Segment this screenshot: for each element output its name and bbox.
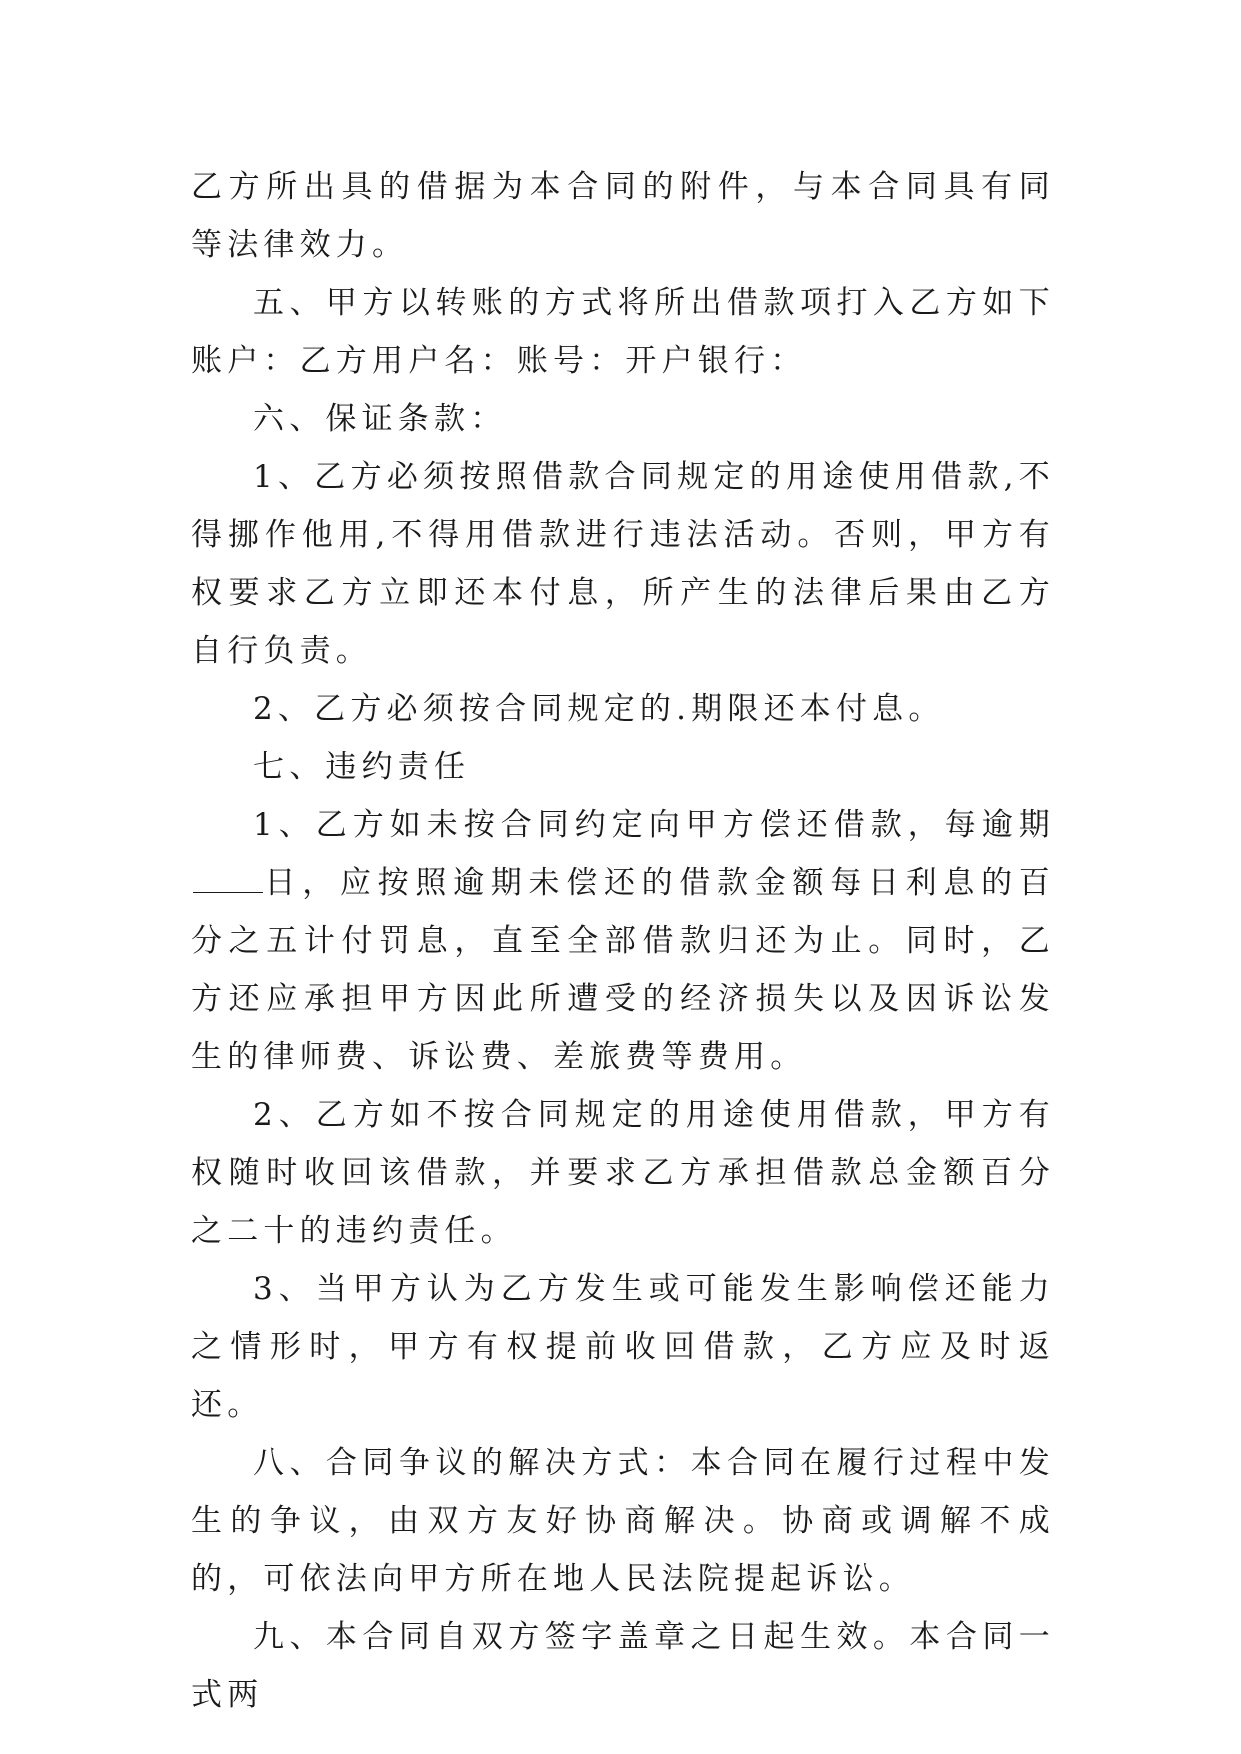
breach-1-text-before: 1、乙方如未按合同约定向甲方偿还借款，每逾期: [253, 807, 1055, 843]
paragraph-dispute-resolution: 八、合同争议的解决方式：本合同在履行过程中发生的争议，由双方友好协商解决。协商或调解不成的，可依法向甲方所在地人民法院提起诉讼。: [191, 1445, 1055, 1597]
fill-in-blank-line: [193, 866, 263, 893]
paragraph-effective-date: 九、本合同自双方签字盖章之日起生效。本合同一式两: [191, 1619, 1055, 1713]
paragraph-guarantee-2: 2、乙方必须按合同规定的.期限还本付息。: [253, 691, 945, 727]
paragraph-attachment-clause: 乙方所出具的借据为本合同的附件，与本合同具有同等法律效力。: [191, 169, 1055, 263]
contract-body: [191, 158, 1055, 1724]
heading-breach-liability: 七、违约责任: [253, 749, 471, 785]
heading-guarantee-clauses: 六、保证条款：: [253, 401, 507, 437]
paragraph-breach-2: 2、乙方如不按合同规定的用途使用借款，甲方有权随时收回该借款，并要求乙方承担借款总金额百分之二十的违约责任。: [191, 1097, 1055, 1249]
paragraph-guarantee-1: 1、乙方必须按照借款合同规定的用途使用借款,不得挪作他用,不得用借款进行违法活动。否则，甲方有权要求乙方立即还本付息，所产生的法律后果由乙方自行负责。: [191, 459, 1055, 669]
paragraph-breach-3: 3、当甲方认为乙方发生或可能发生影响偿还能力之情形时，甲方有权提前收回借款，乙方应及时返还。: [191, 1271, 1055, 1423]
paragraph-breach-1: [191, 796, 1055, 1086]
paragraph-transfer-account: 五、甲方以转账的方式将所出借款项打入乙方如下账户：乙方用户名：账号：开户银行：: [191, 285, 1055, 379]
breach-1-text-after: 日，应按照逾期未偿还的借款金额每日利息的百分之五计付罚息，直至全部借款归还为止。同时，乙方还应承担甲方因此所遭受的经济损失以及因诉讼发生的律师费、诉讼费、差旅费等费用。: [191, 865, 1055, 1075]
